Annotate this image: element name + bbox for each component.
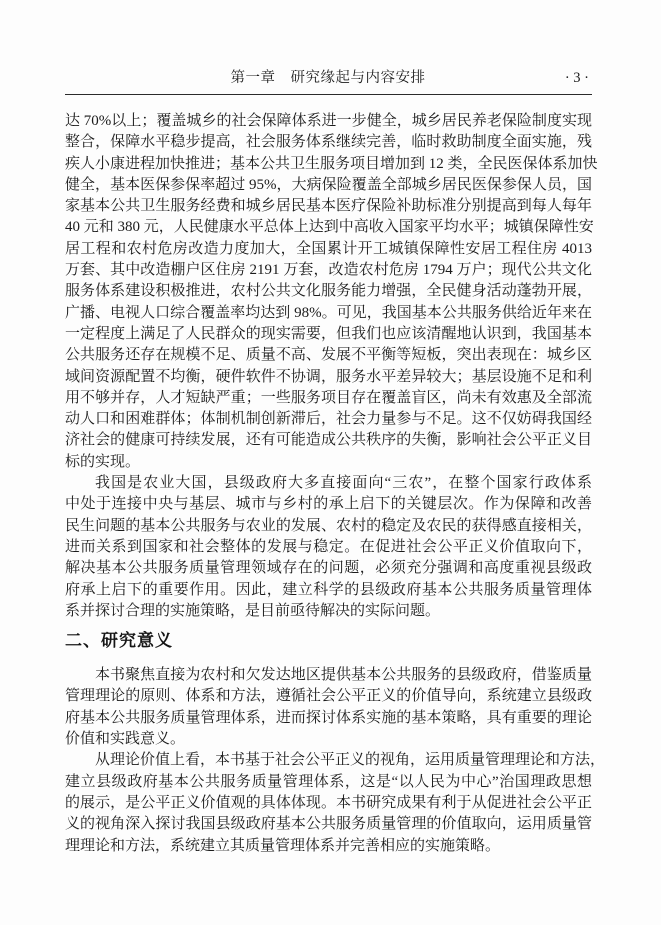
running-header (65, 68, 591, 90)
text-line: 域间资源配置不均衡，硬件软件不协调，服务水平差异较大；基层设施不足和利 (65, 368, 592, 385)
text-line: 系并探讨合理的实施策略，是目前亟待解决的实际问题。 (65, 602, 441, 619)
text-line: 从理论价值上看，本书基于社会公平正义的视角，运用质量管理理论和方法， (95, 752, 606, 769)
text-line: 的展示，是公平正义价值观的具体体现。本书研究成果有利于从促进社会公平正 (65, 794, 592, 811)
text-line: 我国是农业大国，县级政府大多直接面向“三农”，在整个国家行政体系 (95, 475, 592, 492)
text-line: 义的视角深入探讨我国县级政府基本公共服务质量管理的价值取向，运用质量管 (65, 816, 592, 833)
text-line: 达 70%以上；覆盖城乡的社会保障体系进一步健全，城乡居民养老保险制度实现 (65, 113, 592, 129)
text-line: 本书聚焦直接为农村和欠发达地区提供基本公共服务的县级政府，借鉴质量 (95, 667, 592, 684)
text-line: 居工程和农村危房改造力度加大，全国累计开工城镇保障性安居工程住房 4013 (65, 240, 592, 257)
text-line: 民生问题的基本公共服务与农业的发展、农村的稳定及农民的获得感直接相关， (65, 517, 592, 534)
header-rule (65, 94, 592, 95)
text-line: 济社会的健康可持续发展，还有可能造成公共秩序的失衡，影响社会公平正义目 (65, 432, 592, 449)
text-line: 公共服务还存在规模不足、质量不高、发展不平衡等短板，突出表现在：城乡区 (65, 347, 592, 364)
chapter-title: 第一章 研究缘起与内容安排 (230, 70, 426, 86)
text-line: 广播、电视人口综合覆盖率均达到 98%。可见，我国基本公共服务供给近年来在 (65, 304, 592, 321)
text-line: 动人口和困难群体；体制机制创新滞后，社会力量参与不足。这不仅妨碍我国经 (65, 411, 592, 428)
text-line: 服务体系建设积极推进，农村公共文化服务能力增强，全民健身活动蓬勃开展， (65, 283, 592, 300)
text-line: 管理理论的原则、体系和方法，遵循社会公平正义的价值导向，系统建立县级政 (65, 688, 592, 705)
section-heading: 二、研究意义 (65, 631, 173, 651)
text-line: 万套、其中改造棚户区住房 2191 万套，改造农村危房 1794 万户；现代公共文化 (65, 262, 592, 279)
text-line: 一定程度上满足了人民群众的现实需要，但我们也应该清醒地认识到，我国基本 (65, 325, 592, 342)
text-line: 理理论和方法，系统建立其质量管理体系并完善相应的实施策略。 (65, 837, 501, 854)
paragraph (65, 750, 606, 856)
page-number: · 3 · (564, 70, 589, 86)
text-line: 标的实现。 (65, 453, 141, 470)
text-line: 价值和实践意义。 (65, 731, 186, 748)
text-line: 中处于连接中央与基层、城市与乡村的承上启下的关键层次。作为保障和改善 (65, 496, 592, 513)
text-line: 府承上启下的重要作用。因此，建立科学的县级政府基本公共服务质量管理体 (65, 581, 592, 598)
text-line: 府基本公共服务质量管理体系，进而探讨体系实施的基本策略，具有重要的理论 (65, 709, 592, 726)
text-line: 疾人小康进程加快推进；基本公共卫生服务项目增加到 12 类，全民医保体系加快 (65, 155, 598, 172)
paragraph (65, 665, 592, 750)
text-line: 健全，基本医保参保率超过 95%，大病保险覆盖全部城乡居民医保参保人员，国 (65, 176, 592, 193)
paragraph (65, 473, 592, 622)
text-line: 进而关系到国家和社会整体的发展与稳定。在促进社会公平正义价值取向下， (65, 538, 592, 555)
text-line: 建立县级政府基本公共服务质量管理体系，这是“以人民为中心”治国理政思想 (65, 773, 592, 790)
text-line: 用不够并存，人才短缺严重；一些服务项目存在覆盖盲区，尚未有效惠及全部流 (65, 389, 592, 406)
text-line: 家基本公共卫生服务经费和城乡居民基本医疗保险补助标准分别提高到每人每年 (65, 198, 592, 215)
page-body (65, 111, 606, 857)
text-line: 40 元和 380 元，人民健康水平总体上达到中高收入国家平均水平；城镇保障性安 (65, 219, 594, 236)
text-line: 整合，保障水平稳步提高，社会服务体系继续完善，临时救助制度全面实施，残 (65, 134, 592, 151)
text-line: 解决基本公共服务质量管理领域存在的问题，必须充分强调和高度重视县级政 (65, 560, 592, 577)
paragraph (65, 111, 598, 473)
